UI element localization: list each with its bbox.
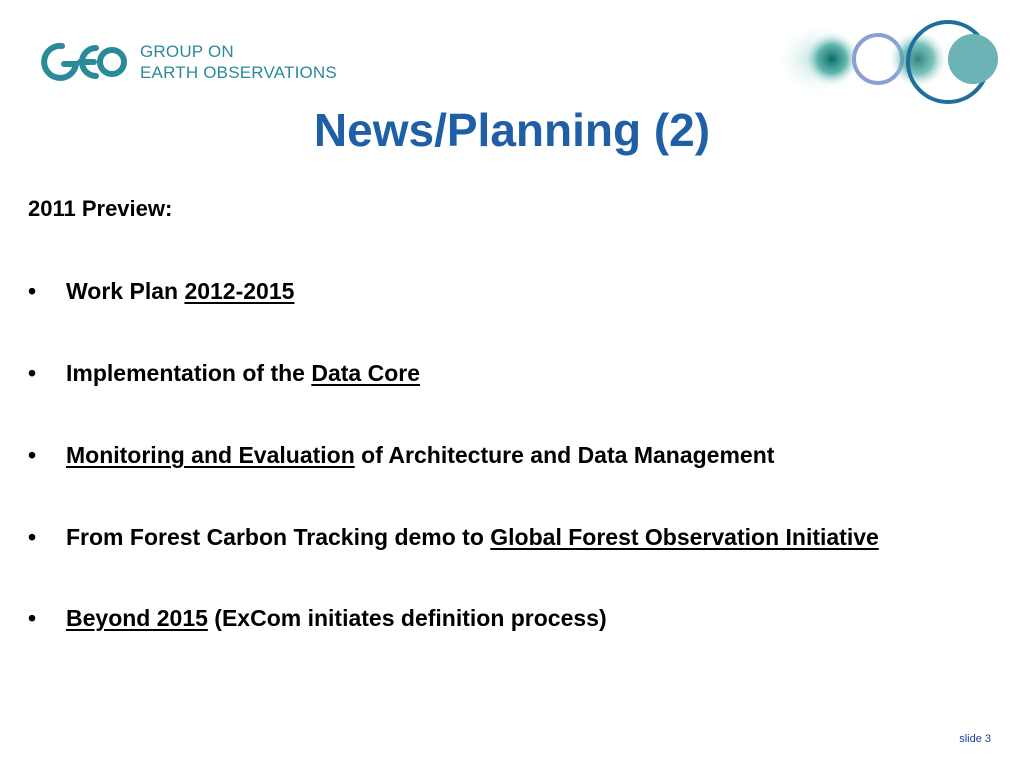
geo-logo-icon	[40, 40, 128, 84]
logo-line-1: GROUP ON	[140, 42, 234, 61]
bullet-item	[28, 601, 988, 636]
bullet-icon: •	[28, 442, 37, 468]
link-global-forest-observation[interactable]: Global Forest Observation Initiative	[490, 524, 879, 550]
logo-text	[140, 41, 337, 83]
section-heading: 2011 Preview:	[28, 196, 173, 221]
bullet-text: Work Plan	[66, 278, 185, 304]
slide-number: slide 3	[959, 733, 991, 745]
bullet-icon: •	[28, 524, 37, 550]
bullet-item	[28, 356, 988, 391]
bullet-text: of Architecture and Data Management	[354, 442, 775, 468]
bullet-text: Implementation of the	[66, 360, 312, 386]
bullet-icon: •	[28, 278, 37, 304]
link-monitoring-evaluation[interactable]: Monitoring and Evaluation	[66, 442, 355, 468]
bullet-list	[28, 274, 988, 636]
bullet-item	[28, 274, 988, 309]
geo-logo	[40, 40, 337, 84]
bullet-icon: •	[28, 360, 37, 386]
slide-title: News/Planning (2)	[313, 104, 711, 156]
bullet-text: (ExCom initiates definition process)	[207, 605, 607, 631]
link-work-plan[interactable]: 2012-2015	[184, 278, 295, 304]
link-data-core[interactable]: Data Core	[311, 360, 420, 386]
bullet-icon: •	[28, 605, 37, 631]
bullet-item	[28, 438, 988, 473]
bullet-text: From Forest Carbon Tracking demo to	[66, 524, 491, 550]
decorative-circles-icon	[770, 12, 1010, 112]
logo-line-2: EARTH OBSERVATIONS	[140, 63, 337, 82]
bullet-item	[28, 520, 988, 555]
link-beyond-2015[interactable]: Beyond 2015	[66, 605, 208, 631]
